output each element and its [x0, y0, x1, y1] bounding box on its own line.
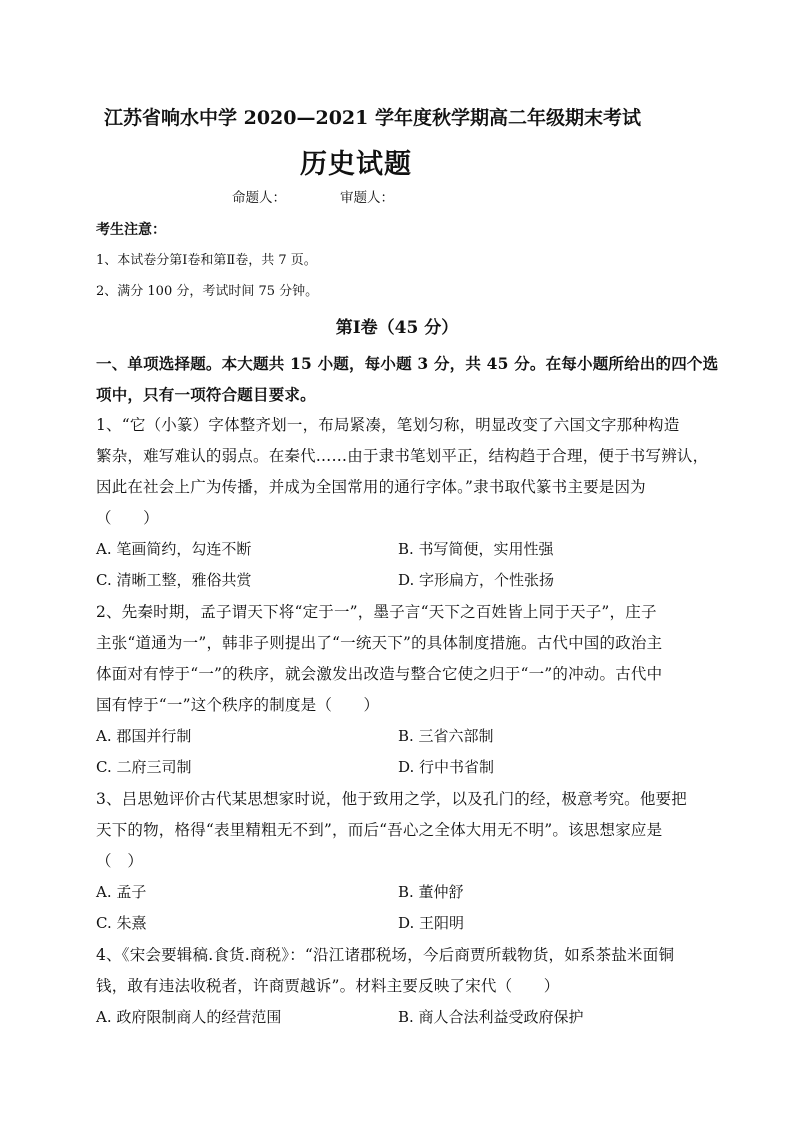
part-title: 第Ⅰ卷（45 分） [335, 318, 459, 338]
answer-blank: （ ） [96, 509, 159, 527]
option-a: A. 孟子 [96, 883, 147, 901]
reviewer-label: 审题人： [340, 190, 394, 206]
option-d: D. 字形扁方，个性张扬 [398, 571, 555, 589]
question-line: 因此在社会上广为传播，并成为全国常用的通行字体。”隶书取代篆书主要是因为 [96, 478, 646, 496]
option-b: B. 书写简便，实用性强 [398, 540, 554, 558]
option-a: A. 政府限制商人的经营范围 [96, 1008, 282, 1026]
option-d: D. 行中书省制 [398, 758, 495, 776]
question-line: 2、先秦时期，孟子谓天下将“定于一”，墨子言“天下之百姓皆上同于天子”，庄子 [96, 603, 657, 621]
school-exam-title: 江苏省响水中学 2020—2021 学年度秋学期高二年级期末考试 [104, 107, 641, 129]
option-c: C. 二府三司制 [96, 758, 192, 776]
question-line: 繁杂，难写难认的弱点。在秦代……由于隶书笔划平正，结构趋于合理，便于书写辨认， [96, 447, 709, 465]
notice-heading: 考生注意： [96, 222, 166, 238]
option-b: B. 商人合法利益受政府保护 [398, 1008, 584, 1026]
option-b: B. 三省六部制 [398, 727, 494, 745]
option-c: C. 清晰工整，雅俗共赏 [96, 571, 252, 589]
option-d: D. 王阳明 [398, 914, 465, 932]
question-line: 4、《宋会要辑稿.食货.商税》：“沿江诸郡税场，今后商贾所载物货，如系茶盐米面铜 [96, 946, 675, 964]
question-line: 主张“道通为一”，韩非子则提出了“一统天下”的具体制度措施。古代中国的政治主 [96, 634, 663, 652]
question-line: 3、吕思勉评价古代某思想家时说，他于致用之学，以及孔门的经，极意考究。他要把 [96, 790, 687, 808]
option-c: C. 朱熹 [96, 914, 147, 932]
option-a: A. 笔画简约，勾连不断 [96, 540, 252, 558]
question-line: 钱，敢有违法收税者，许商贾越诉”。材料主要反映了宋代（ ） [96, 977, 560, 995]
section-instruction: 一、单项选择题。本大题共 15 小题，每小题 3 分，共 45 分。在每小题所给出的四个选 [96, 354, 719, 373]
question-line: 天下的物，格得“表里精粗无不到”，而后“吾心之全体大用无不明”。该思想家应是 [96, 821, 663, 839]
notice-item: 2、满分 100 分，考试时间 75 分钟。 [96, 284, 319, 299]
setter-label: 命题人： [232, 190, 286, 206]
question-line: 体面对有悖于“一”的秩序，就会激发出改造与整合它使之归于“一”的冲动。古代中 [96, 665, 663, 683]
subject-title: 历史试题 [300, 149, 412, 180]
answer-blank: （ ） [96, 852, 144, 870]
option-a: A. 郡国并行制 [96, 727, 192, 745]
option-b: B. 董仲舒 [398, 883, 464, 901]
section-instruction: 项中，只有一项符合题目要求。 [96, 385, 316, 404]
question-line: 国有悖于“一”这个秩序的制度是（ ） [96, 696, 380, 714]
notice-item: 1、本试卷分第Ⅰ卷和第Ⅱ卷，共 7 页。 [96, 253, 317, 268]
question-line: 1、“它（小篆）字体整齐划一，布局紧凑，笔划匀称，明显改变了六国文字那种构造 [96, 416, 680, 434]
